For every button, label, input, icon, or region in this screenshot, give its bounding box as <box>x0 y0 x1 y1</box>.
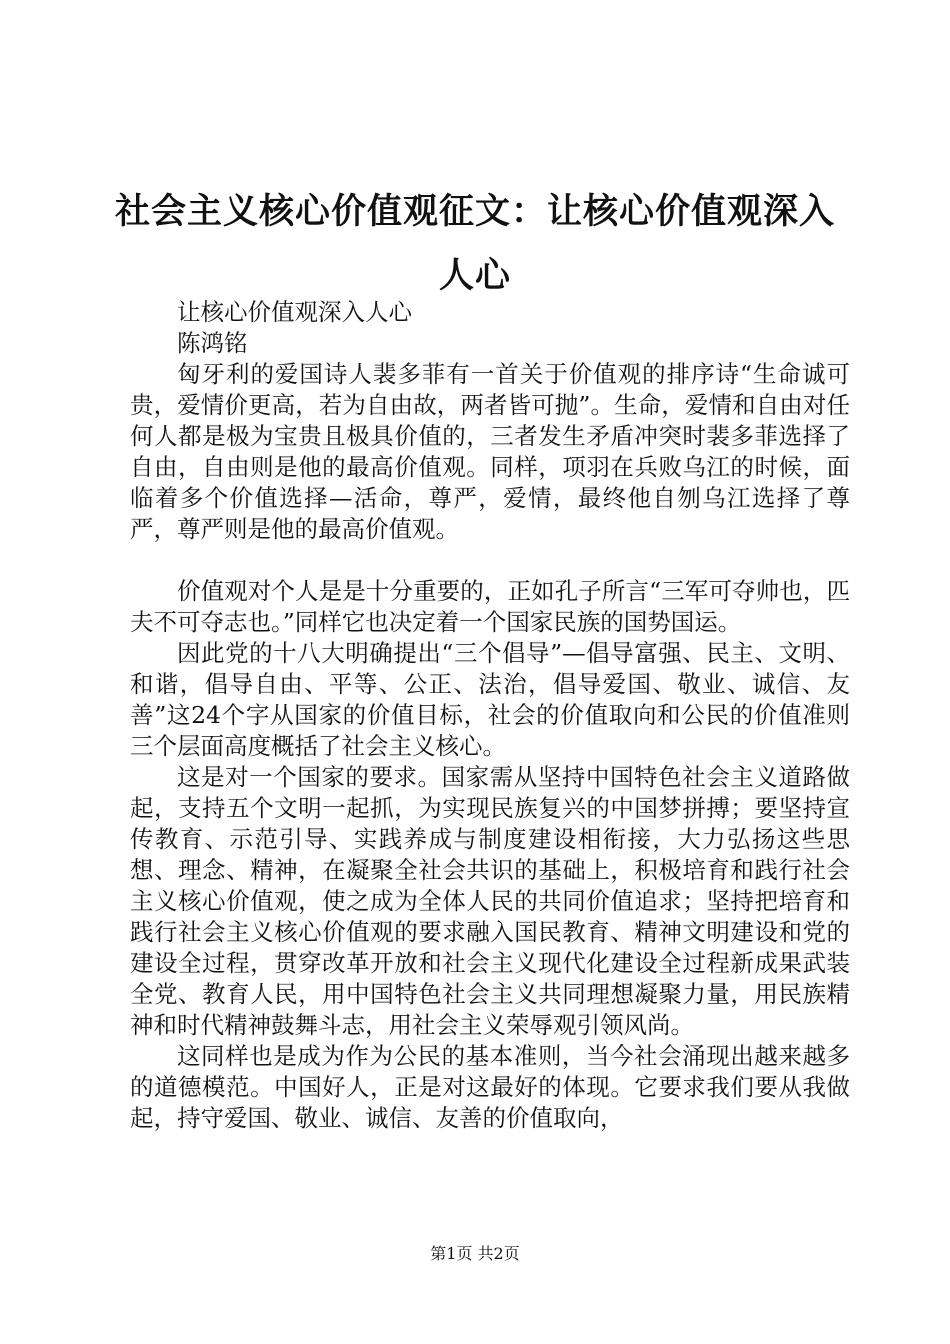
paragraph-3: 因此党的十八大明确提出“三个倡导”—倡导富强、民主、文明、和谐，倡导自由、平等、公正、法治，倡导爱国、敬业、诚信、友善”这24个字从国家的价值目标，社会的价值取向和公民的价值准则三个层面高度概括了社会主义核心。 <box>130 639 850 760</box>
paragraph-5: 这同样也是成为作为公民的基本准则，当今社会涌现出越来越多的道德模范。中国好人，正是对这最好的体现。它要求我们要从我做起，持守爱国、敬业、诚信、友善的价值取向， <box>130 1042 850 1132</box>
paragraph-2: 价值观对个人是是十分重要的，正如孔子所言“三军可夺帅也，匹夫不可夺志也。”同样它也决定着一个国家民族的国势国运。 <box>130 577 850 636</box>
subtitle-line: 让核心价值观深入人心 <box>177 298 412 326</box>
document-body <box>130 297 850 1134</box>
document-title: 社会主义核心价值观征文：让核心价值观深入人心 <box>114 192 835 296</box>
page-footer: 第1页 共2页 <box>430 1244 520 1263</box>
paragraph-1: 匈牙利的爱国诗人裴多菲有一首关于价值观的排序诗“生命诚可贵，爱情价更高，若为自由故，两者皆可抛”。生命，爱情和自由对任何人都是极为宝贵且极具价值的，三者发生矛盾冲突时裴多菲选择了自由，自由则是他的最高价值观。同样，项羽在兵败乌江的时候，面临着多个价值选择—活命，尊严，爱情，最终他自刎乌江选择了尊严，尊严则是他的最高价值观。 <box>130 360 850 543</box>
paragraph-4: 这是对一个国家的要求。国家需从坚持中国特色社会主义道路做起，支持五个文明一起抓，为实现民族复兴的中国梦拼搏；要坚持宣传教育、示范引导、实践养成与制度建设相衔接，大力弘扬这些思想、理念、精神，在凝聚全社会共识的基础上，积极培育和践行社会主义核心价值观，使之成为全体人民的共同价值追求；坚持把培育和践行社会主义核心价值观的要求融入国民教育、精神文明建设和党的建设全过程，贯穿改革开放和社会主义现代化建设全过程新成果武装全党、教育人民，用中国特色社会主义共同理想凝聚力量，用民族精神和时代精神鼓舞斗志，用社会主义荣辱观引领风尚。 <box>130 763 850 1039</box>
author-line: 陈鸿铭 <box>177 329 248 357</box>
